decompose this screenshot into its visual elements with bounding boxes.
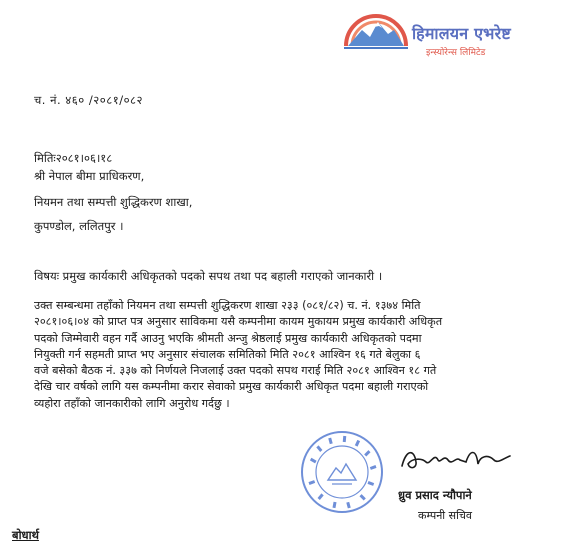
company-subtitle: इन्स्योरेन्स लिमिटेड	[426, 48, 486, 58]
handwritten-signature	[396, 440, 516, 474]
body-line: उक्त सम्बन्धमा तहाँको नियमन तथा सम्पत्ती शुद्धिकरण शाखा २३३ (०८१/८२) च. नं. १३७४ मिति	[34, 299, 421, 312]
company-name: हिमालयन एभरेष्ट	[412, 24, 511, 43]
signer-designation: कम्पनी सचिव	[418, 509, 473, 522]
body-line: व्यहोरा तहाँको जानकारीको लागि अनुरोध गर्दछु ।	[34, 396, 230, 410]
company-logo	[340, 6, 412, 52]
letter-subject: विषयः प्रमुख कार्यकारी अधिकृतको पदको सपथ तथा पद बहाली गराएको जानकारी ।	[34, 269, 383, 283]
signer-name: ध्रुव प्रसाद न्यौपाने	[398, 488, 472, 502]
body-line: देखि चार वर्षको लागि यस कम्पनीमा करार सेवाको प्रमुख कार्यकारी अधिकृत पदमा बहाली गराएको	[34, 380, 429, 394]
letter-date: मितिः२०८१।०६।१८	[34, 151, 113, 165]
cc-label: बोधार्थ	[12, 528, 39, 542]
letter-reference: च. नं. ४६० /२०८१/०८२	[34, 93, 144, 107]
letterhead-brand	[412, 22, 562, 58]
body-line: वजे बसेको बैठक नं. ३३७ को निर्णयले निजलाई उक्त पदको सपथ गराई मिति २०८१ आश्विन १८ गते	[34, 364, 437, 378]
body-line: नियुक्ती गर्न सहमती प्राप्त भए अनुसार संचालक समितिको मिति २०८१ आश्विन १६ गते बेलुका ६	[34, 347, 421, 361]
recipient-line-2: नियमन तथा सम्पत्ती शुद्धिकरण शाखा,	[34, 195, 193, 209]
letter-body	[34, 298, 534, 412]
recipient-line-1: श्री नेपाल बीमा प्राधिकरण,	[34, 169, 145, 183]
body-line: २०८१।०६।०४ को प्राप्त पत्र अनुसार साविकमा यसै कम्पनीमा कायम मुकायम प्रमुख कार्यकारी अधिकृत	[34, 315, 443, 329]
recipient-line-3: कुपण्डोल, ललितपुर ।	[34, 219, 124, 233]
body-line: पदको जिम्मेवारी वहन गर्दै आउनु भएकि श्रीमती अन्जु श्रेष्ठलाई प्रमुख कार्यकारी अधिकृतको पदमा	[34, 331, 422, 345]
company-seal-stamp	[298, 428, 386, 516]
